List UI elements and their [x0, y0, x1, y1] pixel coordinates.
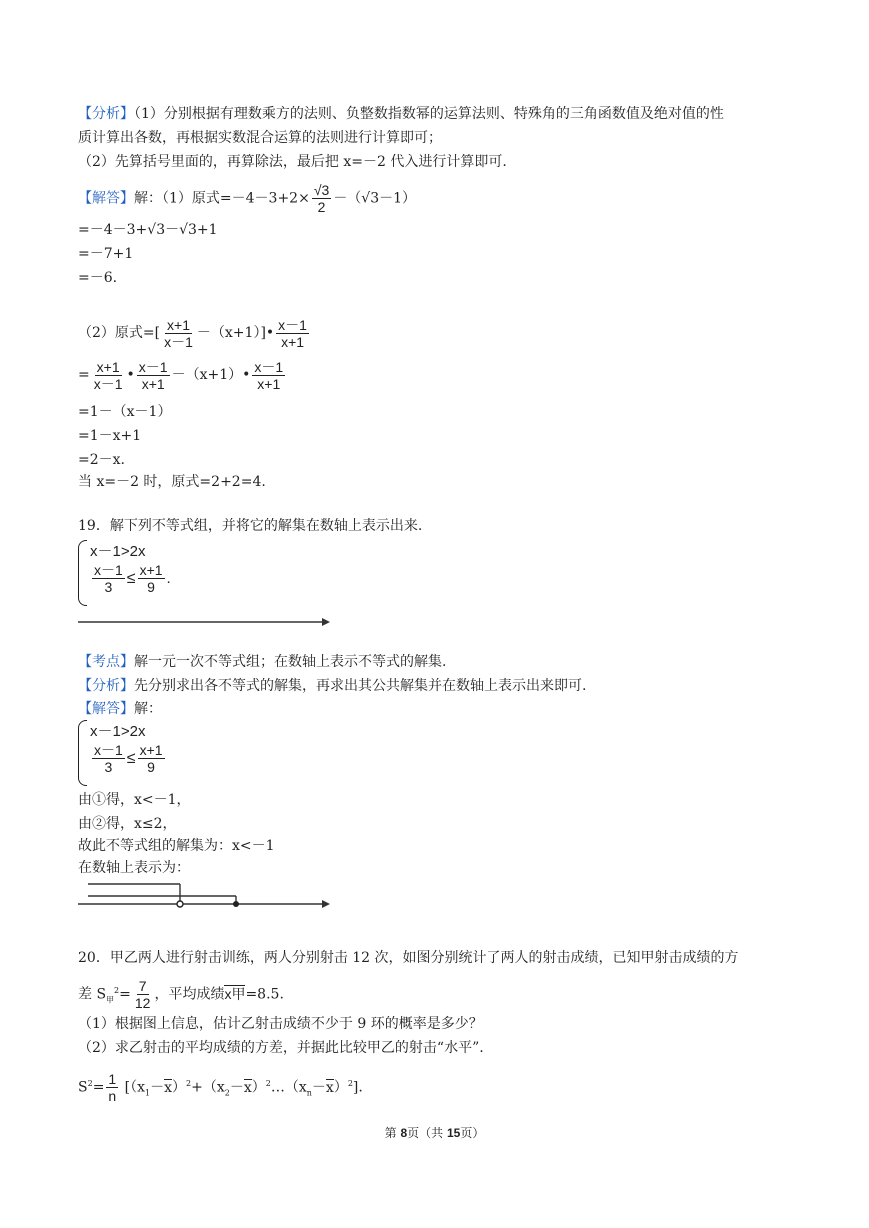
inequality-1: x－1>2x: [90, 543, 146, 560]
fraction-xm1-over-xp1-b: $\frac{x-1}{x+1}$: [138, 358, 168, 392]
q19-result-1: 由①得，x<－1，: [78, 792, 191, 808]
inequality-2: $\frac{x-1}{3}$ ≤ $\frac{x+1}{9}$: [94, 742, 163, 775]
fraction-1-over-n: $\frac{1}{n}$: [108, 1071, 117, 1105]
q20-line-2: 差 $S_甲^2=$ $\frac{7}{12}$ ，平均成绩x甲=8.5.: [78, 978, 284, 1012]
q20-question-1: （1）根据图上信息，估计乙射击成绩不少于 9 环的概率是多少？: [78, 1016, 483, 1032]
q19-result-4: 在数轴上表示为：: [78, 860, 190, 876]
solution-part2-line-4: =1－x+1: [78, 428, 142, 444]
q19-result-3: 故此不等式组的解集为：x<－1: [78, 838, 275, 854]
q19-stem: 19．解下列不等式组，并将它的解集在数轴上表示出来.: [78, 518, 423, 534]
number-line-ticks: [78, 616, 330, 644]
fraction-sqrt3-over-2: $\frac{√3}{2}$: [313, 182, 330, 215]
solution-tag: 【解答】: [78, 190, 134, 207]
solution-line-2: =－4－3+√3－√3+1: [78, 222, 218, 238]
page-number: 8: [400, 1126, 408, 1140]
analysis-line-1: 【分析】（1）分别根据有理数乘方的法则、负整数指数幂的运算法则、特殊角的三角函数值及绝对值的性: [78, 106, 724, 122]
q20-question-2: （2）求乙射击的平均成绩的方差，并据此比较甲乙的射击“水平”.: [78, 1040, 484, 1056]
analysis-line-3: （2）先算括号里面的，再算除法，最后把 x=－2 代入进行计算即可.: [78, 154, 507, 170]
solution-line-1: 【解答】解：（1）原式=－4－3+2× $\frac{√3}{2}$ －（√3－1）: [78, 182, 417, 215]
inequality-2: $\frac{x-1}{3}$ ≤ $\frac{x+1}{9}$ .: [94, 562, 171, 595]
analysis-tag: 【分析】: [78, 106, 134, 122]
fraction-xp1-over-xm1-b: $\frac{x+1}{x-1}$: [93, 358, 123, 392]
number-line-ticks: [78, 898, 330, 924]
variance-formula: $S^2=$ $\frac{1}{n}$ $[(x_1-x)^2+(x_2-x)^2\dots(x_n-x)^2]$.: [78, 1071, 363, 1105]
mean-x-jia: x甲: [224, 985, 246, 1002]
solution-part2-line-5: =2－x.: [78, 452, 125, 468]
q19-fenxi: 【分析】先分别求出各不等式的解集，再求出其公共解集并在数轴上表示出来即可.: [78, 678, 587, 694]
fraction-xm1-over-xp1: $\frac{x-1}{x+1}$: [278, 316, 307, 350]
page-footer: 第 8页（共 15页）: [384, 1126, 485, 1140]
q19-result-2: 由②得，x≤2，: [78, 816, 177, 832]
solution-part2-line-1: （2）原式=[ $\frac{x+1}{x-1}$ －（x+1）]• $\frac{x-1}{x+1}$: [78, 316, 307, 350]
fraction-xm1-over-xp1-c: $\frac{x-1}{x+1}$: [254, 358, 284, 392]
solution-part2-line-2: = $\frac{x+1}{x-1}$ • $\frac{x-1}{x+1}$ －（x+1）• $\frac{x-1}{x+1}$: [78, 358, 284, 392]
brace-icon: [78, 540, 87, 606]
number-line-2: [78, 880, 330, 924]
solution-part2-line-3: =1－（x－1）: [78, 404, 172, 420]
q19-kaodian: 【考点】解一元一次不等式组；在数轴上表示不等式的解集.: [78, 654, 447, 670]
solution-line-4: =－6.: [78, 270, 118, 286]
solution-line-3: =－7+1: [78, 246, 134, 262]
fraction-7-over-12: $\frac{7}{12}$: [134, 978, 151, 1012]
page-total: 15: [446, 1126, 461, 1140]
analysis-line-2: 质计算出各数，再根据实数混合运算的法则进行计算即可；: [78, 130, 442, 146]
solution-part2-line-6: 当 x=－2 时，原式=2+2=4.: [78, 474, 266, 490]
fraction-xp1-over-xm1: $\frac{x+1}{x-1}$: [164, 316, 193, 350]
q19-jieda: 【解答】解：: [78, 701, 162, 717]
q20-line-1: 20．甲乙两人进行射击训练，两人分别射击 12 次，如图分别统计了两人的射击成绩，已知甲射击成绩的方: [78, 950, 739, 966]
inequality-system-2: [78, 718, 278, 788]
inequality-system-1: [78, 538, 278, 608]
inequality-1: x－1>2x: [90, 723, 146, 740]
brace-icon: [78, 720, 87, 786]
number-line-1: [78, 616, 330, 644]
